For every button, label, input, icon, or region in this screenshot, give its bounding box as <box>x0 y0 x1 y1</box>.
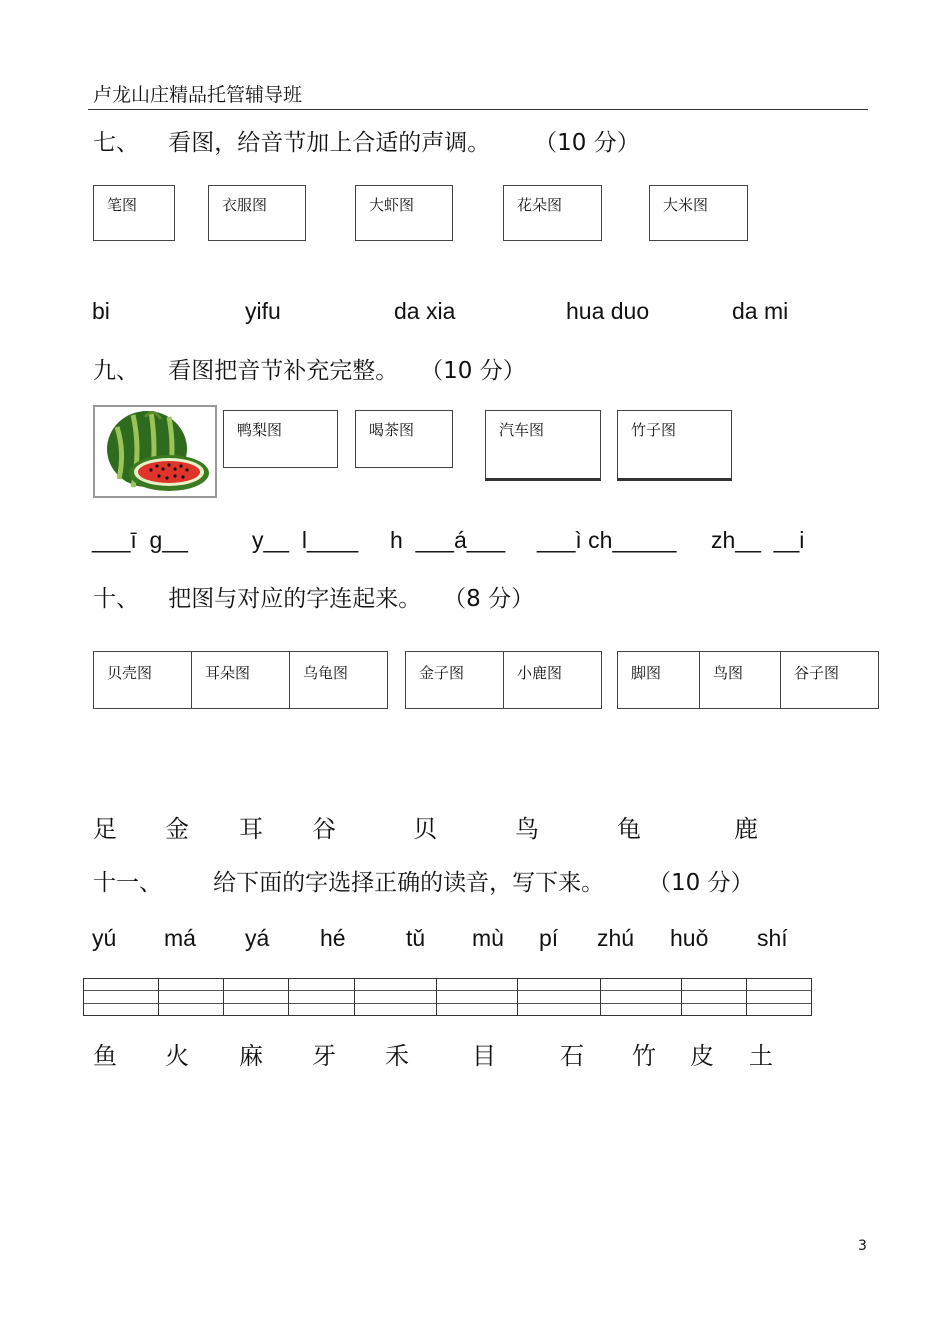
q9-picture-4: 竹子图 <box>617 410 732 481</box>
q7-picture-5: 大米图 <box>649 185 748 241</box>
q9-blank-2: y__ l____ <box>252 527 359 553</box>
q10-char-4: 谷 <box>312 815 336 843</box>
q7-syllable-2: yifu <box>245 298 281 324</box>
school-header: 卢龙山庄精品托管辅导班 <box>93 84 303 106</box>
q10-char-6: 鸟 <box>515 815 539 843</box>
q10-picture-group-3 <box>617 651 879 709</box>
header-divider <box>88 109 868 110</box>
q11-char-6: 目 <box>472 1042 496 1070</box>
q11-pinyin-3: yá <box>245 925 270 951</box>
q7-title: 七、 看图，给音节加上合适的声调。 （10 分） <box>93 130 640 156</box>
q10-char-3: 耳 <box>239 815 263 843</box>
q11-char-2: 火 <box>165 1042 189 1070</box>
q11-pinyin-9: huǒ <box>670 925 709 951</box>
q7-picture-4: 花朵图 <box>503 185 602 241</box>
q11-char-4: 牙 <box>312 1042 336 1070</box>
q9-blank-3: h ___á___ <box>390 527 506 553</box>
q10-picture-gold: 金子图 <box>406 652 504 708</box>
q11-char-8: 竹 <box>632 1042 656 1070</box>
q7-syllable-3: da xia <box>394 298 456 324</box>
page-number: 3 <box>858 1238 867 1254</box>
q11-pinyin-5: tǔ <box>406 925 426 951</box>
q11-pinyin-8: zhú <box>597 925 635 951</box>
q7-picture-3: 大虾图 <box>355 185 453 241</box>
pinyin-writing-grid[interactable] <box>83 978 812 1016</box>
q11-char-5: 禾 <box>385 1042 409 1070</box>
q11-pinyin-7: pí <box>539 925 559 951</box>
q11-title: 十一、 给下面的字选择正确的读音，写下来。 （10 分） <box>93 870 754 896</box>
grid-line <box>84 1003 811 1004</box>
q11-char-7: 石 <box>560 1042 584 1070</box>
q10-picture-grain: 谷子图 <box>794 664 840 682</box>
q10-title: 十、 把图与对应的字连起来。 （8 分） <box>93 586 535 612</box>
grid-divider <box>158 979 159 1015</box>
q11-char-10: 土 <box>749 1042 773 1070</box>
q10-picture-bird: 鸟图 <box>700 652 781 708</box>
q11-char-3: 麻 <box>239 1042 263 1070</box>
q11-pinyin-2: má <box>164 925 196 951</box>
q11-char-9: 皮 <box>690 1042 714 1070</box>
grid-divider <box>746 979 747 1015</box>
q10-picture-foot: 脚图 <box>618 652 700 708</box>
q11-pinyin-4: hé <box>320 925 346 951</box>
watermelon-picture <box>93 405 217 498</box>
q10-char-8: 鹿 <box>734 815 758 843</box>
grid-divider <box>223 979 224 1015</box>
q9-picture-1: 鸭梨图 <box>223 410 338 468</box>
q10-char-5: 贝 <box>413 815 437 843</box>
q9-picture-3: 汽车图 <box>485 410 601 481</box>
q10-picture-ear: 耳朵图 <box>192 652 290 708</box>
grid-divider <box>600 979 601 1015</box>
grid-divider <box>681 979 682 1015</box>
q11-pinyin-1: yú <box>92 925 117 951</box>
q11-pinyin-10: shí <box>757 925 788 951</box>
q10-picture-deer: 小鹿图 <box>517 664 563 682</box>
q7-picture-1: 笔图 <box>93 185 175 241</box>
grid-divider <box>517 979 518 1015</box>
q7-syllable-1: bi <box>92 298 110 324</box>
grid-divider <box>288 979 289 1015</box>
q9-blank-1: ___ī g__ <box>92 527 188 553</box>
watermelon-icon <box>95 407 215 496</box>
q10-picture-shell: 贝壳图 <box>94 652 192 708</box>
q10-picture-turtle: 乌龟图 <box>303 664 349 682</box>
grid-divider <box>354 979 355 1015</box>
q10-char-1: 足 <box>93 815 117 843</box>
q10-picture-group-1 <box>93 651 388 709</box>
grid-line <box>84 990 811 991</box>
q9-blank-5: zh__ __i <box>711 527 805 553</box>
grid-divider <box>436 979 437 1015</box>
q10-char-7: 龟 <box>617 815 641 843</box>
q9-title: 九、 看图把音节补充完整。 （10 分） <box>93 358 526 384</box>
q9-picture-2: 喝茶图 <box>355 410 453 468</box>
q7-syllable-4: hua duo <box>566 298 650 324</box>
q11-char-1: 鱼 <box>93 1042 117 1070</box>
q10-picture-group-2 <box>405 651 602 709</box>
q11-pinyin-6: mù <box>472 925 504 951</box>
q7-syllable-5: da mi <box>732 298 789 324</box>
q7-picture-2: 衣服图 <box>208 185 306 241</box>
q9-blank-4: ___ì ch_____ <box>537 527 677 553</box>
q10-char-2: 金 <box>165 815 189 843</box>
